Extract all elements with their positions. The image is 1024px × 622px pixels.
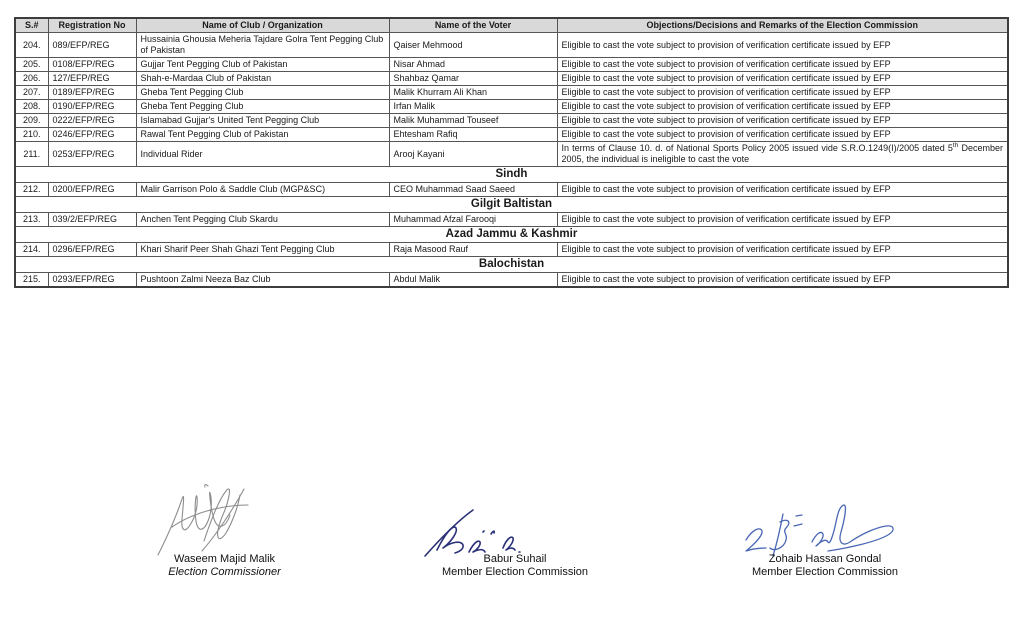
table-row <box>15 86 1008 100</box>
cell-club: Gheba Tent Pegging Club <box>136 100 389 114</box>
cell-sno: 206. <box>15 72 48 86</box>
table-row <box>15 114 1008 128</box>
section-label: Sindh <box>15 167 1008 183</box>
table-row <box>15 273 1008 288</box>
cell-remark: Eligible to cast the vote subject to provision of verification certificate issued by EFP <box>557 86 1008 100</box>
cell-sno: 208. <box>15 100 48 114</box>
cell-reg: 0200/EFP/REG <box>48 183 136 197</box>
signatory-name: Waseem Majid Malik <box>173 553 276 565</box>
signatory-title: Member Election Commission <box>751 566 899 578</box>
table-row <box>15 243 1008 257</box>
table-row <box>15 213 1008 227</box>
cell-club: Hussainia Ghousia Meheria Tajdare Golra Tent Pegging Club of Pakistan <box>136 33 389 58</box>
table-row <box>15 142 1008 167</box>
cell-voter: Arooj Kayani <box>389 142 557 167</box>
signature-waseem-majid-malik <box>152 483 267 558</box>
cell-sno: 211. <box>15 142 48 167</box>
cell-remark: Eligible to cast the vote subject to provision of verification certificate issued by EFP <box>557 128 1008 142</box>
table-row <box>15 100 1008 114</box>
cell-remark: Eligible to cast the vote subject to provision of verification certificate issued by EFP <box>557 100 1008 114</box>
cell-sno: 205. <box>15 58 48 72</box>
section-row <box>15 167 1008 183</box>
cell-voter: Malik Khurram Ali Khan <box>389 86 557 100</box>
signature-zohaib-hassan-gondal <box>736 498 906 560</box>
cell-club: Pushtoon Zalmi Neeza Baz Club <box>136 273 389 288</box>
cell-reg: 0189/EFP/REG <box>48 86 136 100</box>
superscript: th <box>952 142 959 149</box>
cell-sno: 212. <box>15 183 48 197</box>
cell-voter: CEO Muhammad Saad Saeed <box>389 183 557 197</box>
column-header-voter: Name of the Voter <box>389 18 557 33</box>
column-header-sno: S.# <box>15 18 48 33</box>
signatory-title: Election Commissioner <box>168 566 281 578</box>
table-row <box>15 72 1008 86</box>
cell-remark: Eligible to cast the vote subject to provision of verification certificate issued by EFP <box>557 243 1008 257</box>
cell-remark: Eligible to cast the vote subject to provision of verification certificate issued by EFP <box>557 72 1008 86</box>
cell-club: Malir Garrison Polo & Saddle Club (MGP&SC) <box>136 183 389 197</box>
cell-club: Gheba Tent Pegging Club <box>136 86 389 100</box>
table-row <box>15 33 1008 58</box>
cell-club: Khari Sharif Peer Shah Ghazi Tent Pegging Club <box>136 243 389 257</box>
table-row <box>15 128 1008 142</box>
cell-sno: 204. <box>15 33 48 58</box>
section-row <box>15 197 1008 213</box>
table-header <box>15 18 1008 33</box>
cell-reg: 0190/EFP/REG <box>48 100 136 114</box>
signatory-block-1 <box>112 553 337 579</box>
cell-sno: 215. <box>15 273 48 288</box>
signatory-block-2 <box>405 553 625 579</box>
cell-reg: 0222/EFP/REG <box>48 114 136 128</box>
cell-club: Individual Rider <box>136 142 389 167</box>
section-label: Balochistan <box>15 257 1008 273</box>
table-row <box>15 183 1008 197</box>
cell-reg: 0293/EFP/REG <box>48 273 136 288</box>
table-header-row <box>15 18 1008 33</box>
cell-remark: Eligible to cast the vote subject to provision of verification certificate issued by EFP <box>557 273 1008 288</box>
cell-club: Islamabad Gujjar's United Tent Pegging Club <box>136 114 389 128</box>
table-body <box>15 33 1008 288</box>
cell-remark: Eligible to cast the vote subject to provision of verification certificate issued by EFP <box>557 213 1008 227</box>
cell-reg: 039/2/EFP/REG <box>48 213 136 227</box>
cell-voter: Abdul Malik <box>389 273 557 288</box>
cell-sno: 209. <box>15 114 48 128</box>
cell-remark: Eligible to cast the vote subject to provision of verification certificate issued by EFP <box>557 33 1008 58</box>
cell-reg: 127/EFP/REG <box>48 72 136 86</box>
cell-voter: Muhammad Afzal Farooqi <box>389 213 557 227</box>
cell-reg: 0253/EFP/REG <box>48 142 136 167</box>
voter-eligibility-table <box>14 17 1009 288</box>
table-row <box>15 58 1008 72</box>
section-label: Gilgit Baltistan <box>15 197 1008 213</box>
section-label: Azad Jammu & Kashmir <box>15 227 1008 243</box>
cell-remark: Eligible to cast the vote subject to provision of verification certificate issued by EFP <box>557 58 1008 72</box>
cell-voter: Ehtesham Rafiq <box>389 128 557 142</box>
cell-voter: Qaiser Mehmood <box>389 33 557 58</box>
cell-club: Anchen Tent Pegging Club Skardu <box>136 213 389 227</box>
cell-voter: Irfan Malik <box>389 100 557 114</box>
cell-reg: 089/EFP/REG <box>48 33 136 58</box>
cell-remark: Eligible to cast the vote subject to provision of verification certificate issued by EFP <box>557 183 1008 197</box>
cell-club: Rawal Tent Pegging Club of Pakistan <box>136 128 389 142</box>
column-header-remark: Objections/Decisions and Remarks of the Election Commission <box>557 18 1008 33</box>
cell-reg: 0108/EFP/REG <box>48 58 136 72</box>
cell-sno: 207. <box>15 86 48 100</box>
signatory-name: Zohaib Hassan Gondal <box>768 553 882 565</box>
signatory-title: Member Election Commission <box>441 566 589 578</box>
signatory-name: Babur Suhail <box>483 553 547 565</box>
cell-voter: Nisar Ahmad <box>389 58 557 72</box>
section-row <box>15 257 1008 273</box>
column-header-reg: Registration No <box>48 18 136 33</box>
cell-voter: Malik Muhammad Touseef <box>389 114 557 128</box>
cell-remark: In terms of Clause 10. d. of National Sports Policy 2005 issued vide S.R.O.1249(I)/2005 dated 5th December 2005, the individual is ineligible to cast the vote <box>557 142 1008 167</box>
cell-sno: 210. <box>15 128 48 142</box>
cell-remark: Eligible to cast the vote subject to provision of verification certificate issued by EFP <box>557 114 1008 128</box>
cell-club: Shah-e-Mardaa Club of Pakistan <box>136 72 389 86</box>
cell-club: Gujjar Tent Pegging Club of Pakistan <box>136 58 389 72</box>
cell-reg: 0246/EFP/REG <box>48 128 136 142</box>
section-row <box>15 227 1008 243</box>
signatory-block-3 <box>715 553 935 579</box>
cell-voter: Shahbaz Qamar <box>389 72 557 86</box>
column-header-club: Name of Club / Organization <box>136 18 389 33</box>
cell-sno: 214. <box>15 243 48 257</box>
cell-reg: 0296/EFP/REG <box>48 243 136 257</box>
cell-sno: 213. <box>15 213 48 227</box>
cell-voter: Raja Masood Rauf <box>389 243 557 257</box>
